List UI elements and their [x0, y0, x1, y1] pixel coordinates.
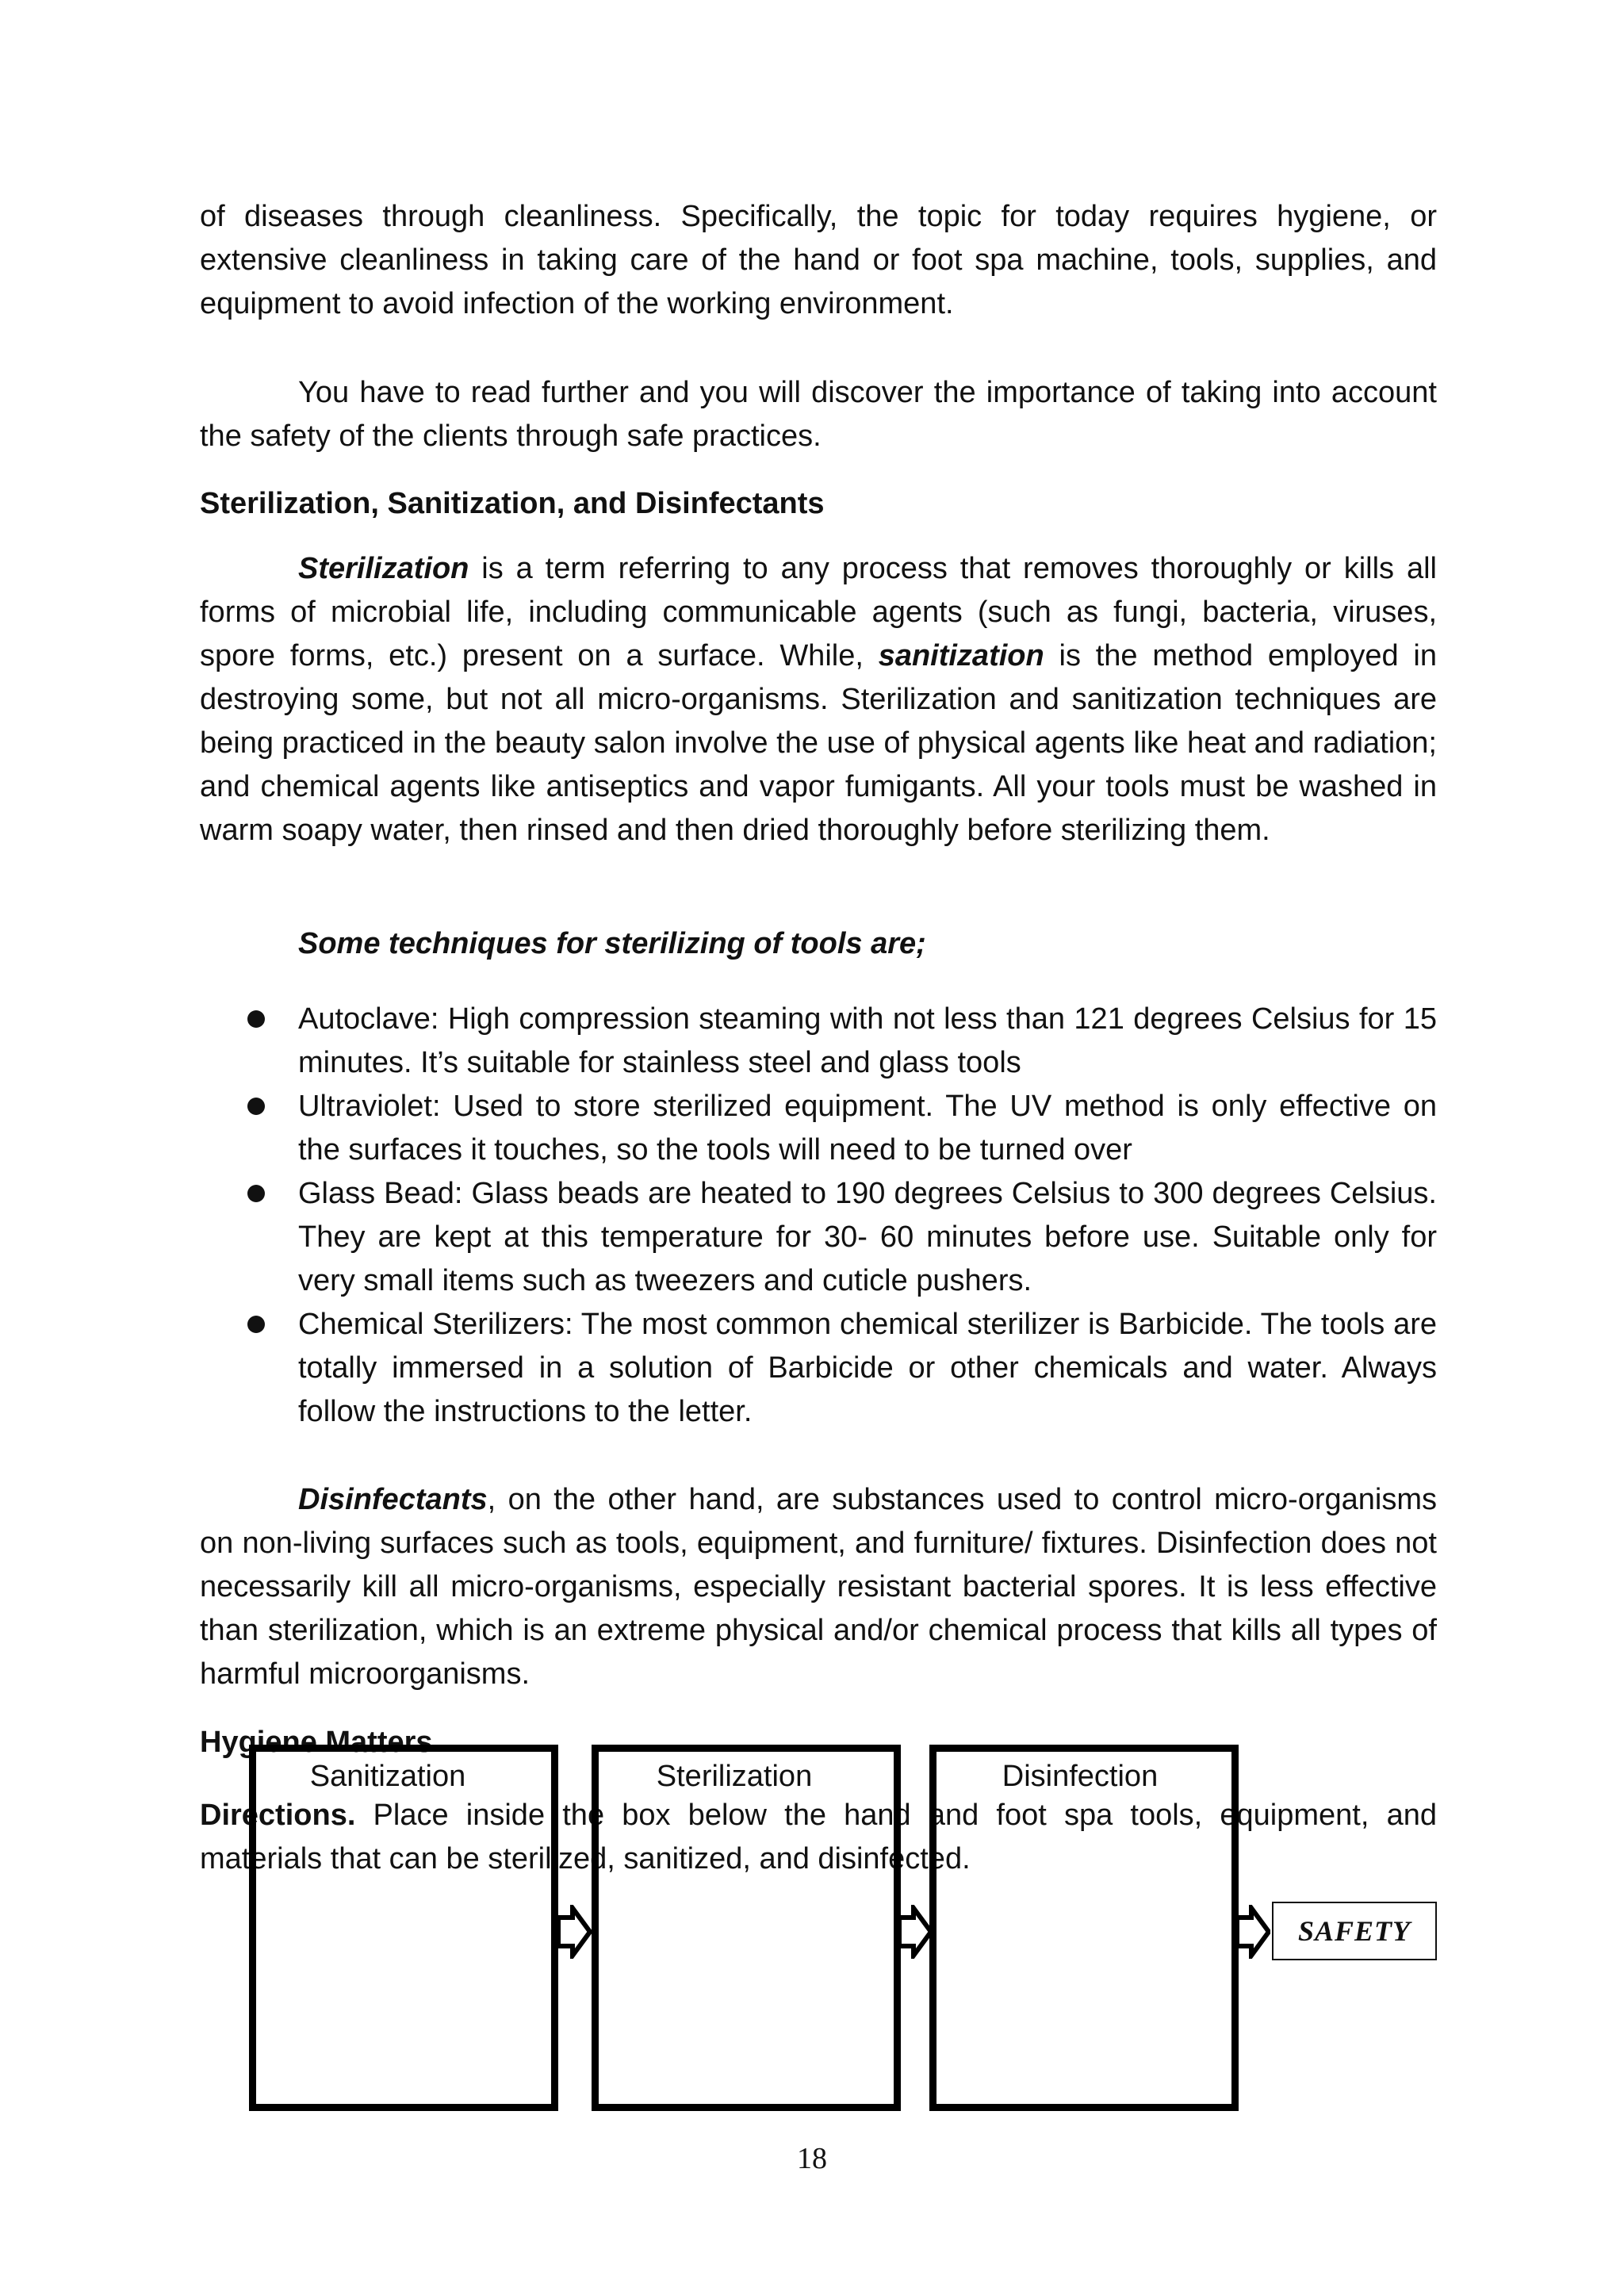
intro-paragraph-2-text: You have to read further and you will discover the importance of taking into account the safety of the clients through safe practices. — [200, 376, 1437, 453]
arrow-right-icon — [898, 1905, 933, 1959]
arrow-right-icon — [557, 1905, 592, 1959]
sterilization-text-2: is the method employed in destroying some, but not all micro-organisms. Sterilization and sanitization techniques are being practiced in the beauty salon involve the use of physical agents like heat and radiation; and chemical agents like antiseptics and vapor fumigants. All your tools must be washed in warm soapy water, then rinsed and then dried thoroughly before sterilizing them. — [200, 639, 1437, 847]
directions-label: Directions. — [200, 1799, 356, 1832]
technique-text: Chemical Sterilizers: The most common chemical sterilizer is Barbicide. The tools are totally immersed in a solution of Barbicide or other chemicals and water. Always follow the instructions to the letter. — [298, 1308, 1437, 1428]
techniques-list — [238, 998, 1437, 1434]
technique-text: Autoclave: High compression steaming with not less than 121 degrees Celsius for 15 minutes. It’s suitable for stainless steel and glass tools — [298, 1002, 1437, 1079]
intro-paragraph-1: of diseases through cleanliness. Specifically, the topic for today requires hygiene, or extensive cleanliness in taking care of the hand or foot spa machine, tools, supplies, and equipment to avoid infection of the working environment. — [200, 200, 1437, 320]
disinfectants-term: Disinfectants — [298, 1483, 488, 1516]
sterilization-text-1: is a term referring to any process that removes thoroughly or kills all forms of microbial life, including communicable agents (such as fungi, bacteria, viruses, spore forms, etc.) present on a surface. While, — [200, 552, 1437, 672]
bullet-icon — [247, 1185, 265, 1202]
sanitization-label: Sanitization — [309, 1760, 466, 1793]
disinfectants-text: , on the other hand, are substances used to control micro-organisms on non-living surfaces such as tools, equipment, and furniture/ fixtures. Disinfection does not necessarily kill all micro-organisms, especially resistant bacterial spores. It is less effective than sterilization, which is an extreme physical and/or chemical process that kills all types of harmful microorganisms. — [200, 1483, 1437, 1691]
disinfectants-paragraph — [200, 1478, 1437, 1696]
sterilization-paragraph — [200, 547, 1437, 852]
techniques-heading: Some techniques for sterilizing of tools are; — [298, 927, 926, 960]
directions-text: Place inside the box below the hand and foot spa tools, equipment, and materials that can be sterilized, sanitized, and disinfected. — [200, 1799, 1437, 1875]
list-item — [238, 1172, 1437, 1303]
sanitization-term: sanitization — [878, 639, 1044, 672]
sanitization-box[interactable] — [249, 1745, 558, 2111]
sterilization-term: Sterilization — [298, 552, 469, 585]
section-heading: Sterilization, Sanitization, and Disinfectants — [200, 487, 825, 520]
sterilization-label: Sterilization — [656, 1760, 813, 1793]
sterilization-box[interactable] — [592, 1745, 901, 2111]
hygiene-heading: Hygiene Matters — [200, 1726, 433, 1759]
technique-text: Glass Bead: Glass beads are heated to 190 degrees Celsius to 300 degrees Celsius. They are kept at this temperature for 30- 60 minutes before use. Suitable only for very small items such as tweezers and cuticle pushers. — [298, 1177, 1437, 1297]
page-number: 18 — [797, 2142, 827, 2175]
intro-paragraph-2 — [200, 371, 1437, 458]
disinfection-label: Disinfection — [1002, 1760, 1159, 1793]
list-item — [238, 998, 1437, 1085]
safety-box: SAFETY — [1272, 1902, 1437, 1960]
disinfection-box[interactable] — [929, 1745, 1239, 2111]
technique-text: Ultraviolet: Used to store sterilized equipment. The UV method is only effective on the surfaces it touches, so the tools will need to be turned over — [298, 1090, 1437, 1167]
list-item — [238, 1303, 1437, 1434]
list-item — [238, 1085, 1437, 1172]
bullet-icon — [247, 1010, 265, 1028]
arrow-right-icon — [1235, 1905, 1270, 1959]
bullet-icon — [247, 1316, 265, 1333]
bullet-icon — [247, 1098, 265, 1115]
